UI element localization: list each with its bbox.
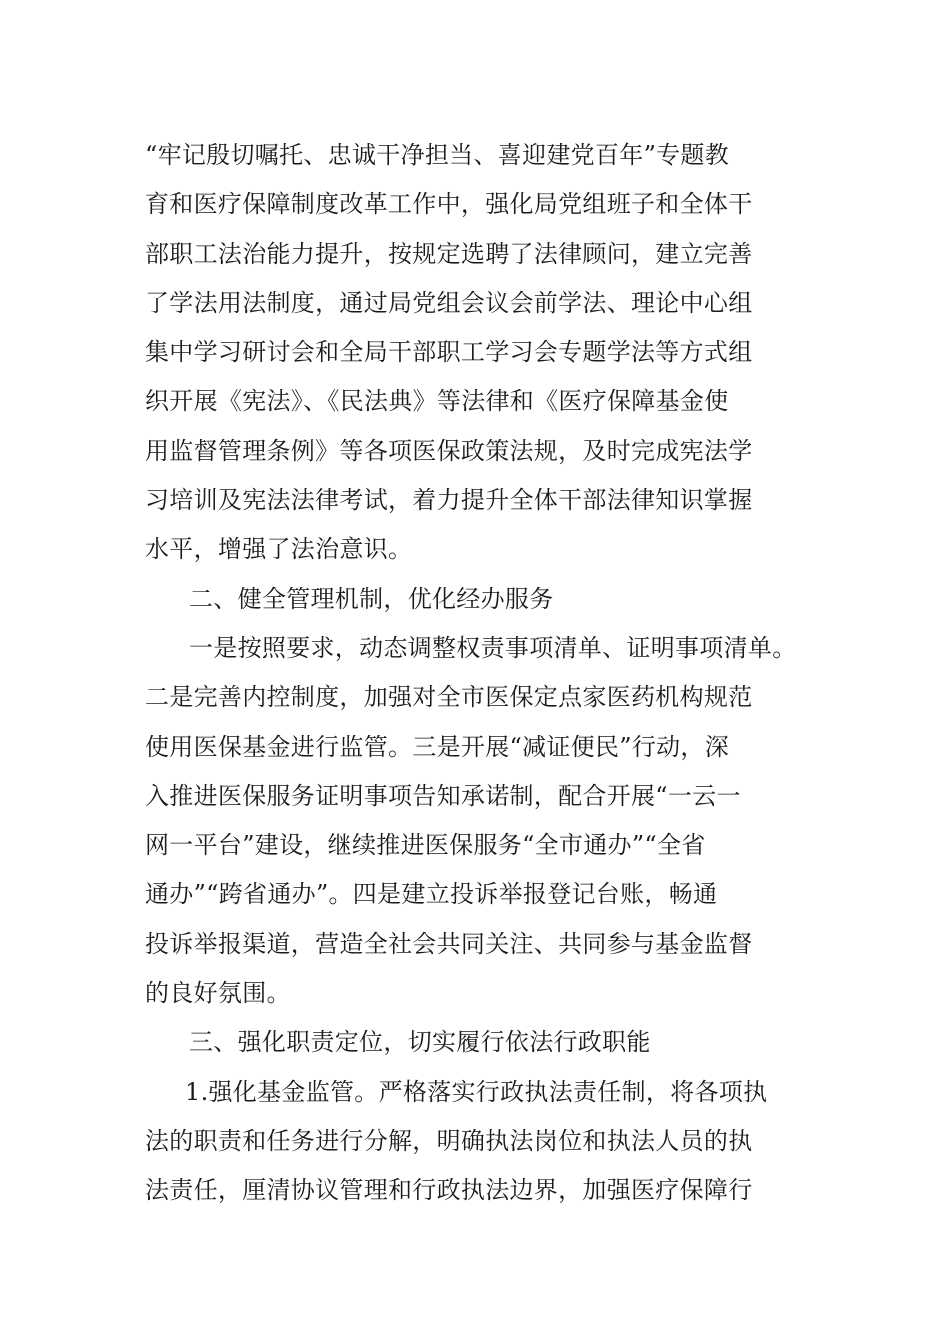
text-line: 法的职责和任务进行分解，明确执法岗位和执法人员的执 <box>145 1126 753 1155</box>
text-line: 育和医疗保障制度改革工作中，强化局党组班子和全体干 <box>145 190 753 219</box>
text-line: 用监督管理条例》等各项医保政策法规，及时完成宪法学 <box>145 436 753 465</box>
text-line: 入推进医保服务证明事项告知承诺制，配合开展“一云一 <box>145 781 741 810</box>
text-line: 使用医保基金进行监管。三是开展“减证便民”行动，深 <box>145 732 730 761</box>
text-line: 通办”“跨省通办”。四是建立投诉举报登记台账，畅通 <box>145 880 718 909</box>
text-line: 习培训及宪法法律考试，着力提升全体干部法律知识掌握 <box>145 486 753 515</box>
text-line: 集中学习研讨会和全局干部职工学习会专题学法等方式组 <box>145 338 753 367</box>
text-line: 一是按照要求，动态调整权责事项清单、证明事项清单。 <box>189 633 797 662</box>
text-line: 法责任，厘清协议管理和行政执法边界，加强医疗保障行 <box>145 1176 753 1205</box>
text-line: 织开展《宪法》、《民法典》等法律和《医疗保障基金使 <box>145 387 729 416</box>
text-line: 部职工法治能力提升，按规定选聘了法律顾问，建立完善 <box>145 239 753 268</box>
text-line: “牢记殷切嘱托、忠诚干净担当、喜迎建党百年”专题教 <box>145 141 730 169</box>
text-line: 网一平台”建设，继续推进医保服务“全市通办”“全省 <box>145 831 706 860</box>
text-line: 二是完善内控制度，加强对全市医保定点家医药机构规范 <box>145 683 753 712</box>
section-heading: 三、强化职责定位，切实履行依法行政职能 <box>189 1028 651 1057</box>
text-line: 的良好氛围。 <box>145 979 291 1008</box>
text-line: 水平，增强了法治意识。 <box>145 535 413 564</box>
text-line: 了学法用法制度，通过局党组会议会前学法、理论中心组 <box>145 288 753 317</box>
section-heading: 二、健全管理机制，优化经办服务 <box>189 584 554 613</box>
document-body <box>145 131 835 1216</box>
text-line: 投诉举报渠道，营造全社会共同关注、共同参与基金监督 <box>145 929 753 958</box>
text-line: 1.强化基金监管。严格落实行政执法责任制，将各项执 <box>185 1077 768 1106</box>
